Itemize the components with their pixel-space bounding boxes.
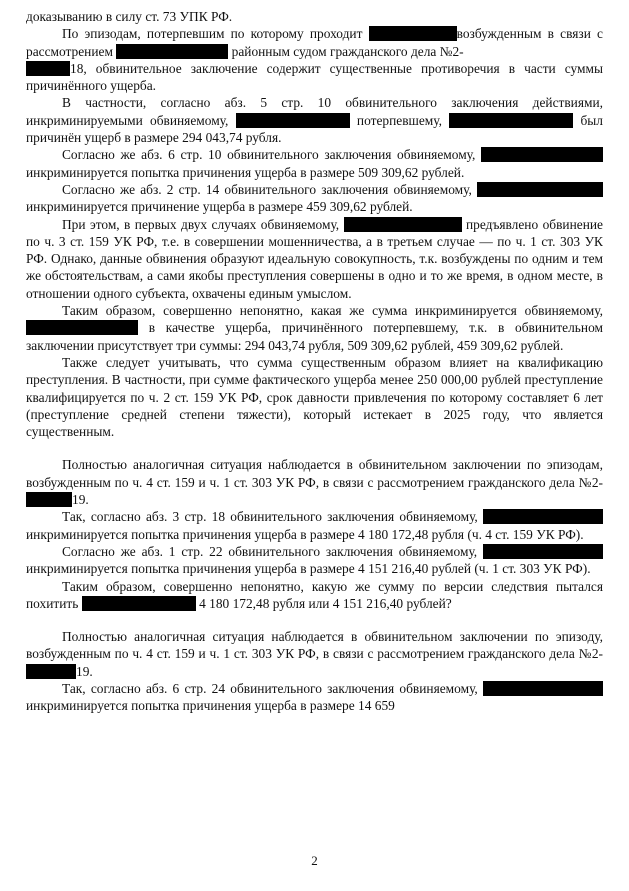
redaction-bar [236,113,350,128]
redaction-bar [26,664,76,679]
redaction-bar [369,26,457,41]
redaction-bar [477,182,603,197]
redaction-bar [26,320,138,335]
paragraph-gap [26,612,603,628]
paragraph: Согласно же абз. 1 стр. 22 обвинительного заключения обвиняемому, инкриминируется попытка причинения ущерба в размере 4 151 216,40 рублей (ч. 1 ст. 303 УК РФ). [26,543,603,578]
paragraph: По эпизодам, потерпевшим по которому проходит возбужденным в связи с рассмотрением районным судом гражданского дела №2- 18, обвинительное заключение содержит существенные противоречия в части суммы причинённого ущерба. [26,26,603,94]
paragraph: Согласно же абз. 6 стр. 10 обвинительного заключения обвиняемому, инкриминируется попытка причинения ущерба в размере 509 309,62 рублей. [26,146,603,181]
paragraph-gap [26,440,603,456]
paragraph: При этом, в первых двух случаях обвиняемому, предъявлено обвинение по ч. 3 ст. 159 УК РФ, т.е. в совершении мошенничества, а в третьем случае — по ч. 1 ст. 303 УК РФ. Однако, данные обвинения образуют идеальную совокупность, т.к. возбуждены по одним и тем же обстоятельствам, а сами якобы преступления совершены в одно и то же время, в одном месте, в отношении одного субъекта, охвачены единым умыслом. [26,216,603,301]
redaction-bar [344,217,462,232]
redaction-bar [116,44,228,59]
paragraph: Таким образом, совершенно непонятно, какая же сумма инкриминируется обвиняемому, в качестве ущерба, причинённого потерпевшему, т.к. в обвинительном заключении присутствует три суммы: 294 043,74 рубля, 509 309,62 рублей, 459 309,62 рублей. [26,303,603,353]
paragraph: Так, согласно абз. 3 стр. 18 обвинительного заключения обвиняемому, инкриминируется попытка причинения ущерба в размере 4 180 172,48 рубля (ч. 4 ст. 159 УК РФ). [26,508,603,543]
redaction-bar [483,509,603,524]
redaction-bar [483,681,603,696]
paragraph: Полностью аналогичная ситуация наблюдается в обвинительном заключении по эпизодам, возбужденным по ч. 4 ст. 159 и ч. 1 ст. 303 УК РФ, в связи с рассмотрением гражданского дела №2-19. [26,457,603,508]
paragraph: Таким образом, совершенно непонятно, какую же сумму по версии следствия пытался похитить 4 180 172,48 рубля или 4 151 216,40 рублей? [26,578,603,611]
redaction-bar [483,544,603,559]
redaction-bar [481,147,603,162]
paragraph: Так, согласно абз. 6 стр. 24 обвинительного заключения обвиняемому, инкриминируется попытка причинения ущерба в размере 14 659 [26,680,603,715]
paragraph: Также следует учитывать, что сумма существенным образом влияет на квалификацию преступления. В частности, при сумме фактического ущерба менее 250 000,00 рублей преступление квалифицируется по ч. 2 ст. 159 УК РФ, срок давности привлечения по которому составляет 6 лет (преступление средней степени тяжести), который истекает в 2025 году, что является существенным. [26,354,603,440]
page-number: 2 [311,853,318,868]
redaction-bar [449,113,573,128]
paragraph: Полностью аналогичная ситуация наблюдается в обвинительном заключении по эпизоду, возбужденным по ч. 4 ст. 159 и ч. 1 ст. 303 УК РФ, в связи с рассмотрением гражданского дела №2-19. [26,629,603,679]
paragraph: В частности, согласно абз. 5 стр. 10 обвинительного заключения действиями, инкриминируемыми обвиняемому, потерпевшему, был причинён ущерб в размере 294 043,74 рубля. [26,95,603,146]
paragraph: доказыванию в силу ст. 73 УПК РФ. [26,9,233,24]
redaction-bar [26,61,70,76]
redaction-bar [82,596,196,611]
redaction-bar [26,492,72,507]
document-body [26,8,603,715]
paragraph: Согласно же абз. 2 стр. 14 обвинительного заключения обвиняемому, инкриминируется причинение ущерба в размере 459 309,62 рублей. [26,181,603,216]
